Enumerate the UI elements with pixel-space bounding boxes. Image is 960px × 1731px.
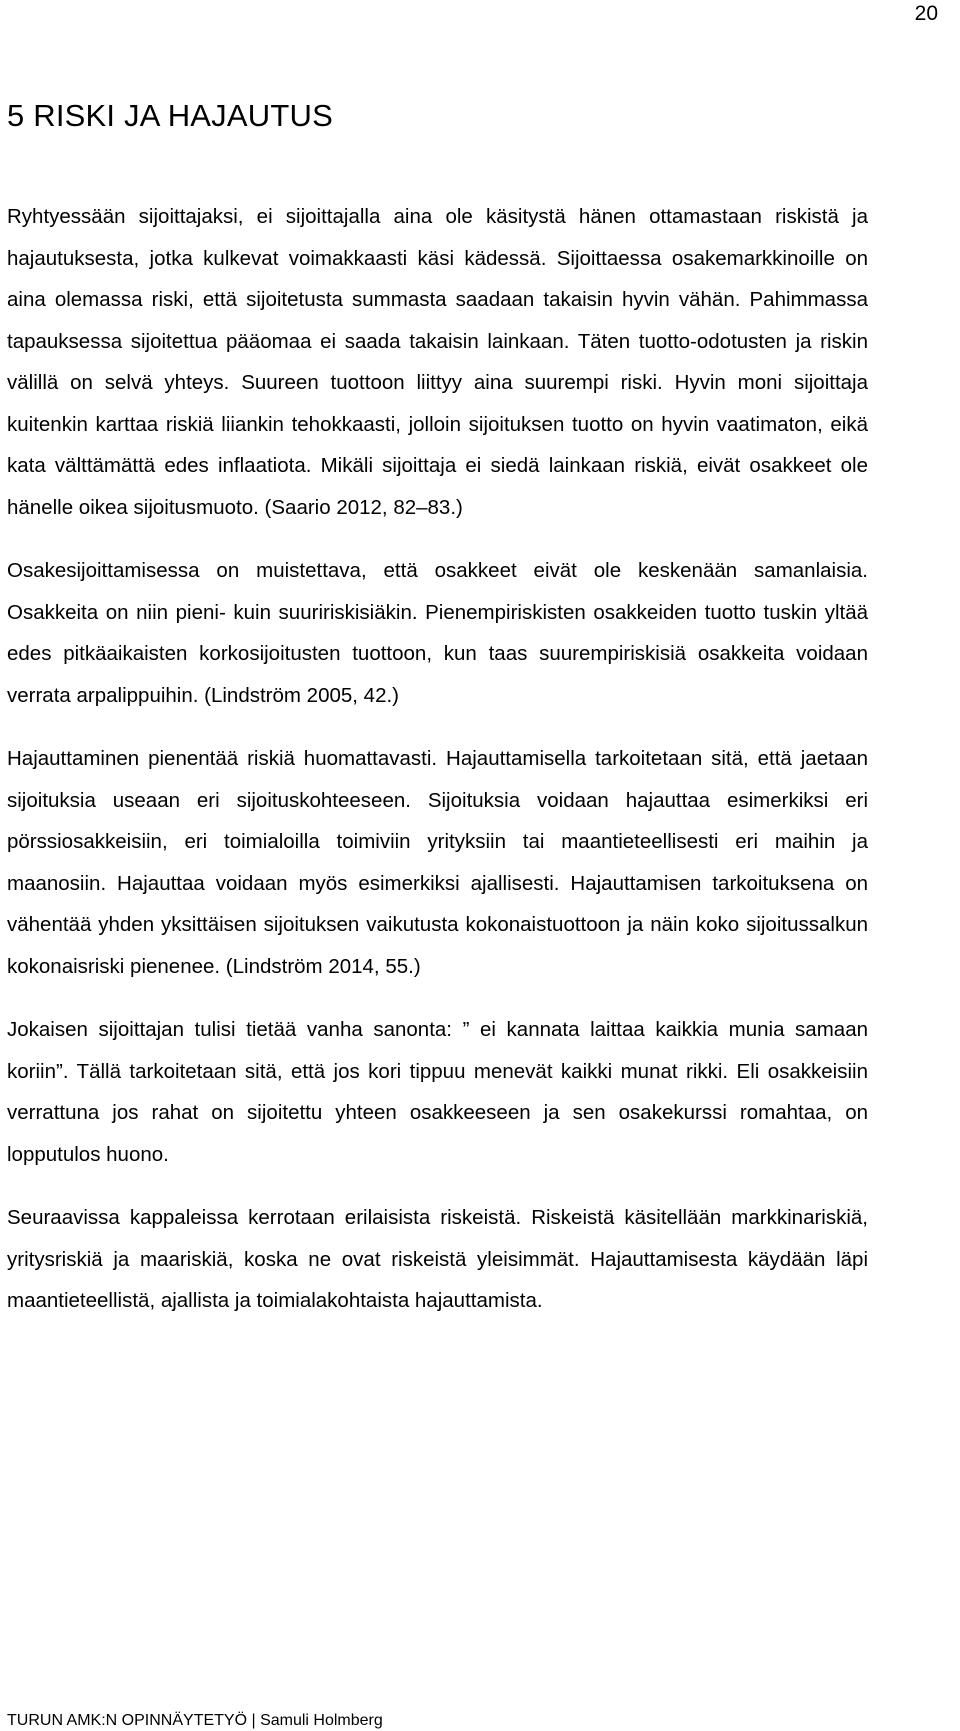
page-footer: TURUN AMK:N OPINNÄYTETYÖ | Samuli Holmberg [7, 1712, 383, 1729]
paragraph-risk-and-diversification: Ryhtyessään sijoittajaksi, ei sijoittajalla aina ole käsitystä hänen ottamastaan riskistä ja hajautuksesta, jotka kulkevat voimakkaasti käsi kädessä. Sijoittaessa osakemarkkinoille on aina olemassa riski, että sijoitetusta summasta saadaan takaisin hyvin vähän. Pahimmassa tapauksessa sijoitettua pääomaa ei saada takaisin lainkaan. Täten tuotto-odotusten ja riskin välillä on selvä yhteys. Suureen tuottoon liittyy aina suurempi riski. Hyvin moni sijoittaja kuitenkin karttaa riskiä liiankin tehokkaasti, jolloin sijoituksen tuotto on hyvin vaatimaton, eikä kata välttämättä edes inflaatiota. Mikäli sijoittaja ei siedä lainkaan riskiä, eivät osakkeet ole hänelle oikea sijoitusmuoto. (Saario 2012, 82–83.) [7, 205, 868, 519]
paragraph-upcoming-sections: Seuraavissa kappaleissa kerrotaan erilaisista riskeistä. Riskeistä käsitellään markkinariskiä, yritysriskiä ja maariskiä, koska ne ovat riskeistä yleisimmät. Hajauttamisesta käydään läpi maantieteellistä, ajallista ja toimialakohtaista hajauttamista. [7, 1206, 868, 1312]
paragraph-diversification: Hajauttaminen pienentää riskiä huomattavasti. Hajauttamisella tarkoitetaan sitä, että jaetaan sijoituksia useaan eri sijoituskohteeseen. Sijoituksia voidaan hajauttaa esimerkiksi eri pörssiosakkeisiin, eri toimialoilla toimiviin yrityksiin tai maantieteellisesti eri maihin ja maanosiin. Hajauttaa voidaan myös esimerkiksi ajallisesti. Hajauttamisen tarkoituksena on vähentää yhden yksittäisen sijoituksen vaikutusta kokonaistuottoon ja näin koko sijoitussalkun kokonaisriski pienenee. (Lindström 2014, 55.) [7, 747, 868, 978]
paragraph-share-differences: Osakesijoittamisessa on muistettava, että osakkeet eivät ole keskenään samanlaisia. Osakkeita on niin pieni- kuin suuririskisiäkin. Pienempiriskisten osakkeiden tuotto tuskin yltää edes pitkäaikaisten korkosijoitusten tuottoon, kun taas suurempiriskisiä osakkeita voidaan verrata arpalippuihin. (Lindström 2005, 42.) [7, 559, 868, 707]
page-number: 20 [914, 2, 938, 25]
body-text [7, 196, 868, 1344]
chapter-heading: 5 RISKI JA HAJAUTUS [7, 98, 333, 133]
paragraph-eggs-in-basket: Jokaisen sijoittajan tulisi tietää vanha sanonta: ” ei kannata laittaa kaikkia munia samaan koriin”. Tällä tarkoitetaan sitä, että jos kori tippuu menevät kaikki munat rikki. Eli osakkeisiin verrattuna jos rahat on sijoitettu yhteen osakkeeseen ja sen osakekurssi romahtaa, on lopputulos huono. [7, 1018, 868, 1166]
